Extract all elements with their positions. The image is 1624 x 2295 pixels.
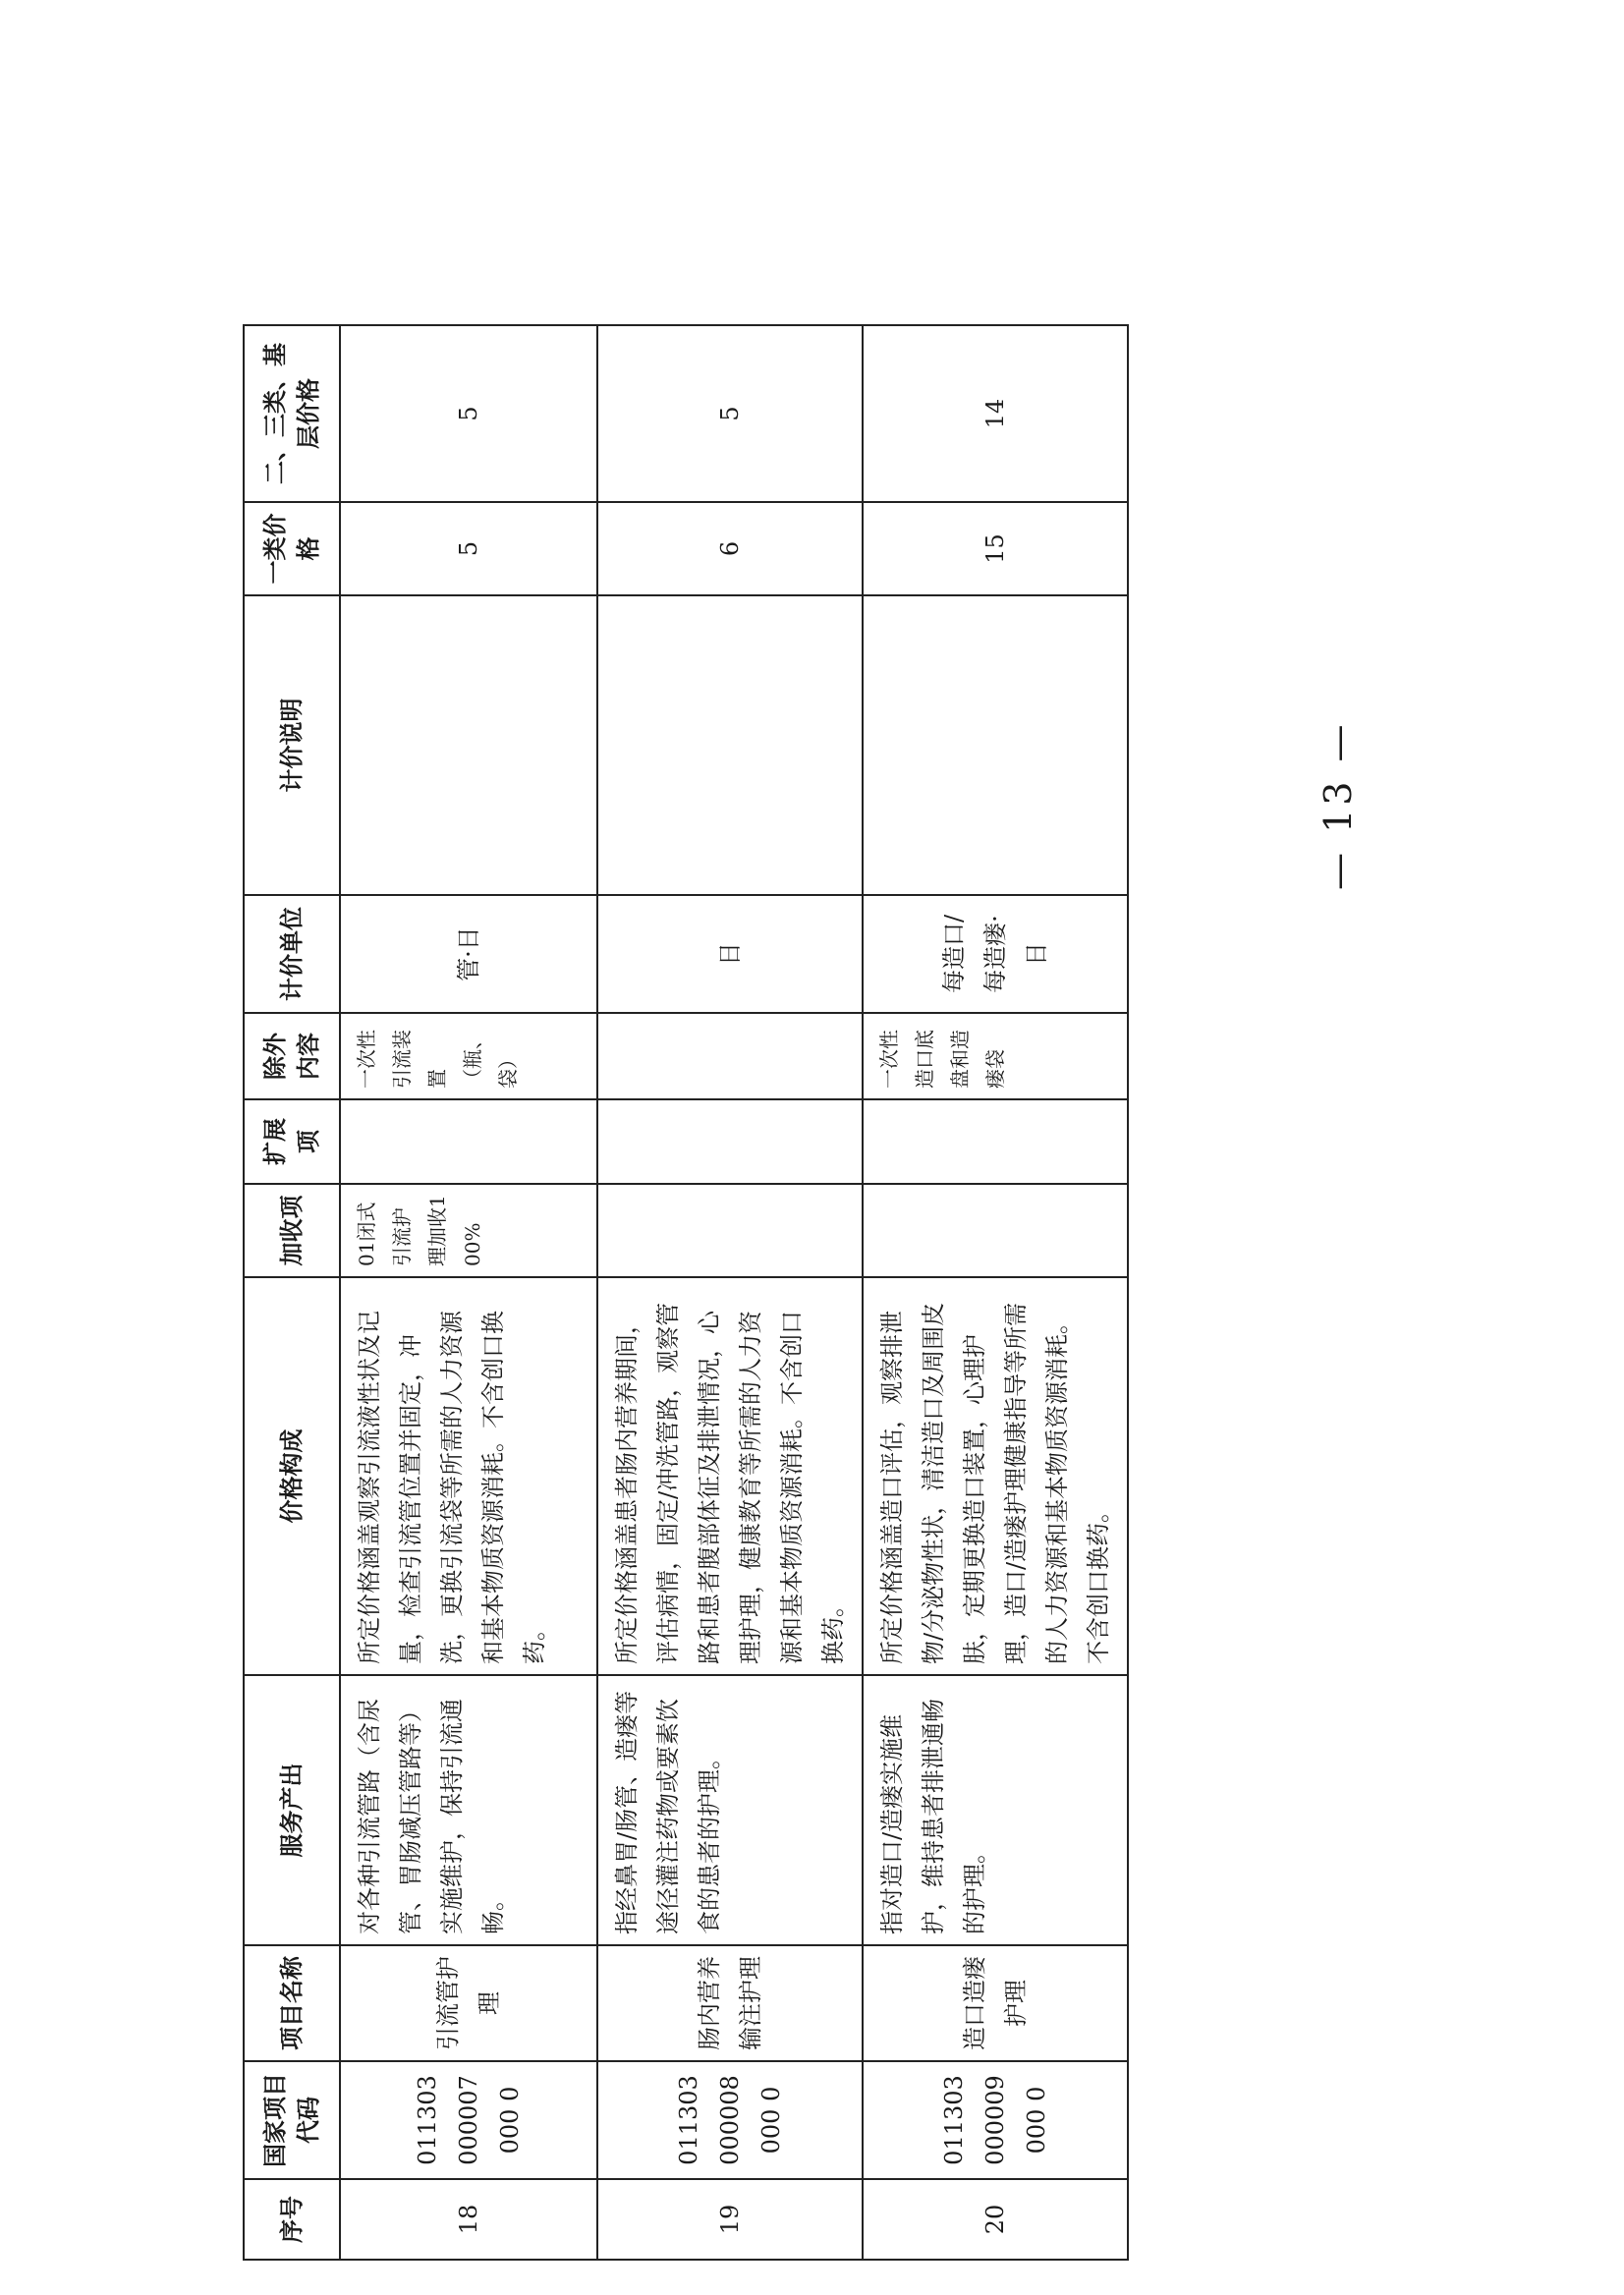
table-row xyxy=(597,325,863,2260)
cell-extra-fee xyxy=(597,1184,863,1277)
cell-note xyxy=(340,595,597,895)
cell-expand xyxy=(597,1099,863,1184)
header-price23: 二、三类、基层价格 xyxy=(244,325,340,502)
cell-name: 引流管护理 xyxy=(340,1945,597,2061)
cell-price23: 5 xyxy=(340,325,597,502)
header-unit: 计价单位 xyxy=(244,895,340,1013)
cell-price1: 5 xyxy=(340,502,597,595)
cell-name: 肠内营养输注护理 xyxy=(597,1945,863,2061)
header-extra-fee: 加收项 xyxy=(244,1184,340,1277)
cell-price1: 15 xyxy=(863,502,1128,595)
cell-composition: 所定价格涵盖患者肠内营养期间，评估病情，固定/冲洗管路，观察管路和患者腹部体征及排泄情况，心理护理，健康教育等所需的人力资源和基本物质资源消耗。不含创口换药。 xyxy=(597,1277,863,1675)
cell-code: 011303000008000 0 xyxy=(597,2061,863,2179)
cell-seq: 18 xyxy=(340,2179,597,2260)
cell-note xyxy=(863,595,1128,895)
cell-unit: 每造口/每造瘘·日 xyxy=(863,895,1128,1013)
cell-code: 011303000009000 0 xyxy=(863,2061,1128,2179)
cell-extra-fee: 01闭式引流护理加收100% xyxy=(340,1184,597,1277)
cell-expand xyxy=(863,1099,1128,1184)
cell-seq: 20 xyxy=(863,2179,1128,2260)
cell-output: 指对造口/造瘘实施维护，维持患者排泄通畅的护理。 xyxy=(863,1675,1128,1945)
header-excluded: 除外内容 xyxy=(244,1013,340,1099)
cell-expand xyxy=(340,1099,597,1184)
cell-code: 011303000007000 0 xyxy=(340,2061,597,2179)
cell-price23: 14 xyxy=(863,325,1128,502)
cell-seq: 19 xyxy=(597,2179,863,2260)
header-seq: 序号 xyxy=(244,2179,340,2260)
table-row xyxy=(340,325,597,2260)
cell-unit: 管·日 xyxy=(340,895,597,1013)
header-expand: 扩展项 xyxy=(244,1099,340,1184)
header-name: 项目名称 xyxy=(244,1945,340,2061)
cell-excluded: 一次性造口底盘和造瘘袋 xyxy=(863,1013,1128,1099)
cell-name: 造口造瘘护理 xyxy=(863,1945,1128,2061)
table-row xyxy=(863,325,1128,2260)
header-composition: 价格构成 xyxy=(244,1277,340,1675)
price-table xyxy=(243,324,1129,2261)
cell-unit: 日 xyxy=(597,895,863,1013)
header-output: 服务产出 xyxy=(244,1675,340,1945)
cell-output: 指经鼻胃/肠管、造瘘等途径灌注药物或要素饮食的患者的护理。 xyxy=(597,1675,863,1945)
cell-output: 对各种引流管路（含尿管、胃肠减压管路等）实施维护，保持引流通畅。 xyxy=(340,1675,597,1945)
cell-price1: 6 xyxy=(597,502,863,595)
header-code: 国家项目代码 xyxy=(244,2061,340,2179)
header-row xyxy=(244,325,340,2260)
cell-excluded xyxy=(597,1013,863,1099)
cell-note xyxy=(597,595,863,895)
cell-price23: 5 xyxy=(597,325,863,502)
header-price1: 一类价格 xyxy=(244,502,340,595)
header-note: 计价说明 xyxy=(244,595,340,895)
cell-extra-fee xyxy=(863,1184,1128,1277)
cell-excluded: 一次性引流装置（瓶、袋） xyxy=(340,1013,597,1099)
page-number: — 13 — xyxy=(1316,720,1360,890)
cell-composition: 所定价格涵盖观察引流液性状及记量，检查引流管位置并固定，冲洗，更换引流袋等所需的人力资源和基本物质资源消耗。不含创口换药。 xyxy=(340,1277,597,1675)
cell-composition: 所定价格涵盖造口评估，观察排泄物/分泌物性状，清洁造口及周围皮肤，定期更换造口装置，心理护理，造口/造瘘护理健康指导等所需的人力资源和基本物质资源消耗。不含创口换药。 xyxy=(863,1277,1128,1675)
